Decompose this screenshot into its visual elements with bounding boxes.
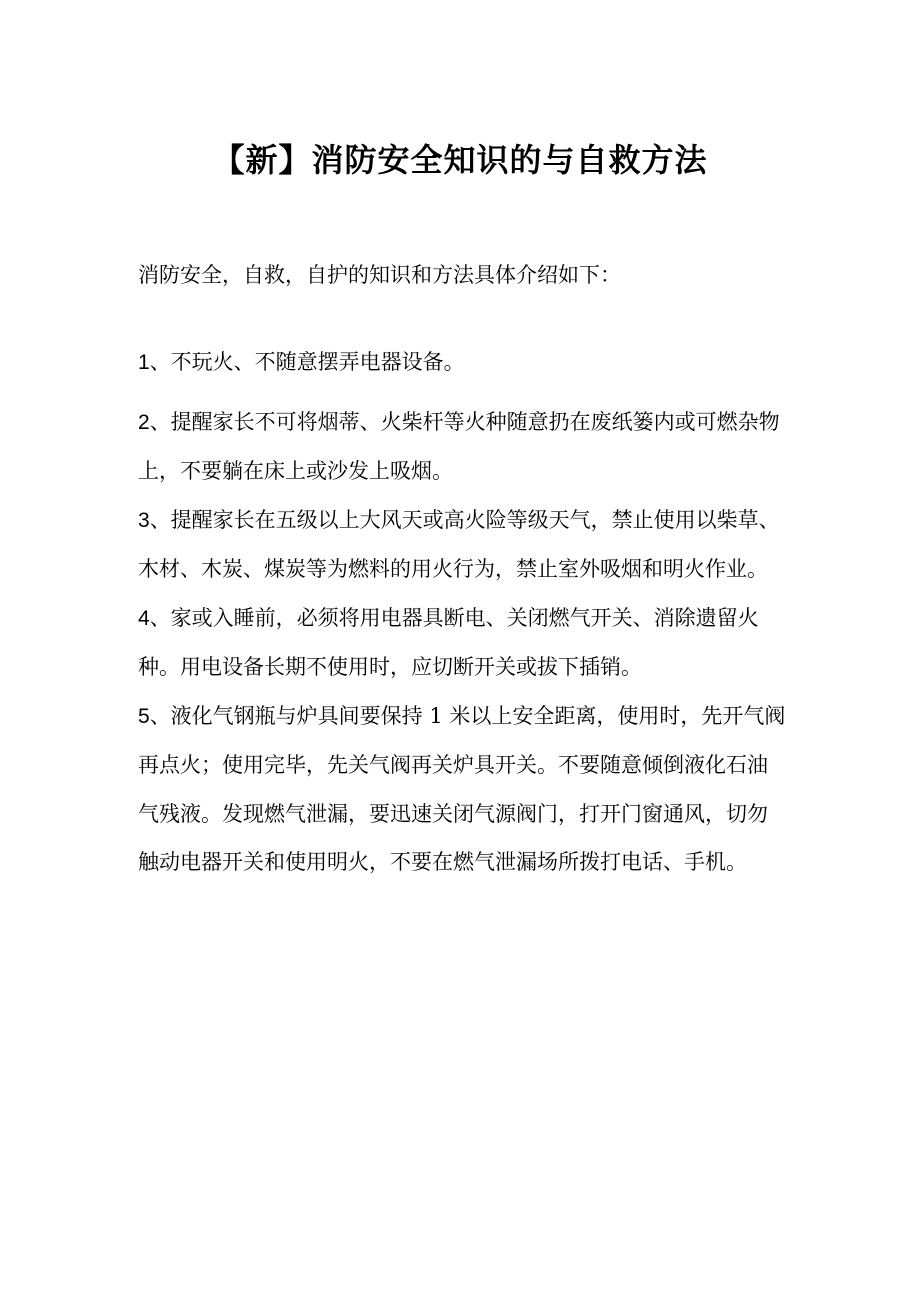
list-item-text: 、提醒家长不可将烟蒂、火柴杆等火种随意扔在废纸篓内或可燃杂物上，不要躺在床上或沙发上吸烟。 bbox=[138, 409, 780, 483]
list-item-number: 1 bbox=[138, 351, 150, 374]
list-item-text: 、液化气钢瓶与炉具间要保持 1 米以上安全距离，使用时，先开气阀再点火；使用完毕，先关气阀再关炉具开关。不要随意倾倒液化石油气残液。发现燃气泄漏，要迅速关闭气源阀门，打开门窗通风，切勿触动电器开关和使用明火，不要在燃气泄漏场所拨打电话、手机。 bbox=[138, 703, 786, 874]
list-item bbox=[138, 398, 788, 496]
list-item-text: 、提醒家长在五级以上大风天或高火险等级天气，禁止使用以柴草、木材、木炭、煤炭等为燃料的用火行为，禁止室外吸烟和明火作业。 bbox=[138, 507, 780, 581]
list-item-text: 、家或入睡前，必须将用电器具断电、关闭燃气开关、消除遗留火种。用电设备长期不使用时，应切断开关或拔下插销。 bbox=[138, 605, 759, 679]
safety-tips-list bbox=[138, 338, 788, 887]
list-item bbox=[138, 692, 788, 887]
list-item bbox=[138, 594, 788, 692]
list-item bbox=[138, 496, 788, 594]
list-item-number: 5 bbox=[138, 704, 150, 728]
intro-paragraph: 消防安全，自救，自护的知识和方法具体介绍如下： bbox=[138, 263, 621, 287]
list-item bbox=[138, 338, 788, 388]
document-title: 【新】消防安全知识的与自救方法 bbox=[212, 141, 708, 180]
list-item-text: 、不玩火、不随意摆弄电器设备。 bbox=[149, 350, 465, 374]
list-item-number: 2 bbox=[138, 410, 150, 434]
list-item-number: 3 bbox=[138, 508, 150, 532]
list-item-number: 4 bbox=[138, 606, 150, 630]
